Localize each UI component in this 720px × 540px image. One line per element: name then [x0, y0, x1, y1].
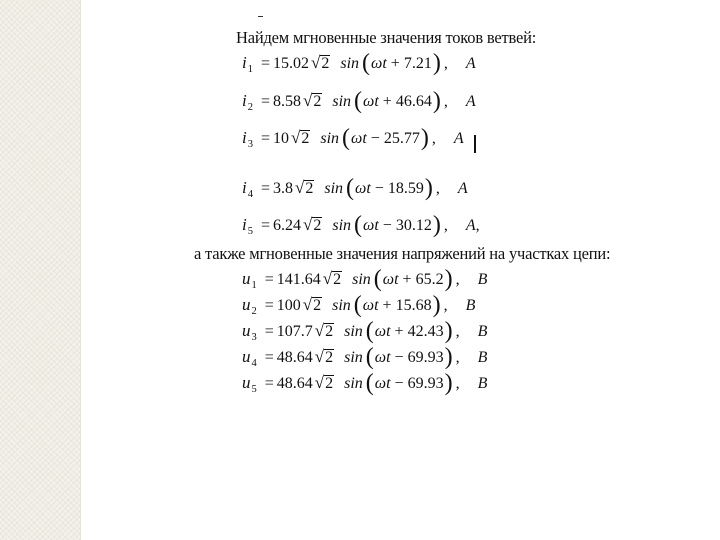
equals-sign: =: [264, 323, 274, 340]
sin-function: sin: [352, 271, 371, 288]
radicand: 2: [325, 375, 334, 392]
time-symbol: t: [366, 180, 371, 197]
phase: 15.68: [395, 297, 432, 314]
close-paren: ): [444, 370, 453, 396]
radicand: 2: [305, 180, 314, 197]
sqrt: [315, 373, 334, 393]
sqrt: [315, 347, 334, 367]
comma: ,: [431, 130, 436, 147]
decorative-side-pattern: [0, 0, 81, 540]
unit: B: [465, 297, 476, 314]
sqrt-radical-icon: √: [291, 128, 301, 147]
open-paren: (: [342, 125, 351, 151]
amplitude: 6.24: [273, 217, 302, 234]
comma: ,: [455, 271, 460, 288]
comma: ,: [455, 349, 460, 366]
sign: +: [394, 323, 404, 340]
unit: B: [477, 323, 488, 340]
phase: 7.21: [403, 55, 432, 72]
unit: B: [477, 271, 488, 288]
sign: −: [370, 130, 380, 147]
equals-sign: =: [260, 130, 271, 147]
equals-sign: =: [264, 349, 274, 366]
equals-sign: =: [260, 55, 271, 72]
omega-symbol: ω: [371, 55, 383, 72]
argument: [371, 55, 432, 73]
time-symbol: t: [374, 93, 379, 110]
subscript: 2: [251, 306, 257, 317]
var: u: [242, 347, 251, 366]
phase: 65.2: [415, 271, 444, 288]
phase: 46.64: [395, 93, 432, 110]
comma: ,: [443, 55, 448, 72]
sqrt: [295, 178, 314, 198]
sqrt-radical-icon: √: [295, 178, 305, 197]
close-paren: ): [444, 344, 453, 370]
time-symbol: t: [386, 323, 391, 340]
equation-u5: [242, 370, 488, 396]
argument: [375, 375, 444, 393]
var: i: [242, 91, 247, 110]
equals-sign: =: [264, 297, 274, 314]
equation-u4: [242, 344, 488, 370]
equation-u3: [242, 318, 488, 344]
sqrt-radical-icon: √: [322, 269, 333, 288]
amplitude: 3.8: [273, 180, 294, 197]
time-symbol: t: [386, 375, 391, 392]
sin-function: sin: [332, 93, 352, 110]
omega-symbol: ω: [374, 349, 387, 366]
sin-function: sin: [344, 323, 363, 340]
sqrt-radical-icon: √: [302, 295, 313, 314]
sqrt: [303, 91, 322, 111]
sign: −: [382, 217, 392, 234]
radicand: 2: [321, 55, 330, 72]
sign: −: [394, 349, 404, 366]
radicand: 2: [333, 271, 342, 288]
time-symbol: t: [362, 130, 367, 147]
sqrt-radical-icon: √: [314, 321, 325, 340]
sqrt: [311, 53, 330, 73]
phase: 30.12: [395, 217, 432, 234]
subscript: 4: [247, 189, 253, 200]
omega-symbol: ω: [351, 130, 363, 147]
var: i: [242, 178, 247, 197]
equals-sign: =: [264, 271, 274, 288]
radicand: 2: [313, 93, 322, 110]
equation-u1: [242, 266, 488, 292]
open-paren: (: [365, 370, 374, 396]
unit: A: [465, 55, 476, 72]
argument: [363, 297, 432, 315]
radicand: 2: [313, 217, 322, 234]
subscript: 5: [251, 384, 257, 395]
unit: A: [457, 180, 468, 197]
sin-function: sin: [332, 297, 351, 314]
phase: 42.43: [407, 323, 444, 340]
radicand: 2: [325, 323, 334, 340]
open-paren: (: [365, 318, 374, 344]
stray-dash-mark: [258, 16, 263, 17]
subscript: 1: [247, 64, 253, 75]
subscript: 1: [251, 280, 257, 291]
sin-function: sin: [320, 130, 340, 147]
argument: [363, 93, 432, 111]
phase: 25.77: [383, 130, 420, 147]
phase: 69.93: [407, 349, 444, 366]
unit: A: [465, 217, 476, 234]
equals-sign: =: [264, 375, 274, 392]
amplitude: 107.7: [276, 323, 313, 340]
sign: −: [374, 180, 384, 197]
sqrt: [303, 215, 322, 235]
var: i: [242, 128, 247, 147]
comma: ,: [443, 93, 448, 110]
sign: −: [394, 375, 404, 392]
close-paren: ): [432, 212, 441, 238]
var: u: [242, 269, 251, 288]
var: u: [242, 321, 251, 340]
comma: ,: [443, 297, 448, 314]
close-paren: ): [432, 292, 441, 318]
equals-sign: =: [260, 180, 271, 197]
equation-i1: [242, 50, 476, 76]
omega-symbol: ω: [363, 93, 375, 110]
amplitude: 141.64: [276, 271, 321, 288]
omega-symbol: ω: [382, 271, 395, 288]
equation-i5: [242, 212, 480, 238]
var: u: [242, 373, 251, 392]
equals-sign: =: [260, 93, 271, 110]
sqrt: [303, 295, 322, 315]
subscript: 4: [251, 358, 257, 369]
unit: A: [465, 93, 476, 110]
subscript: 3: [247, 139, 253, 150]
equation-i2: [242, 88, 476, 114]
equation-i4: [242, 175, 468, 201]
sin-function: sin: [344, 375, 363, 392]
argument: [351, 130, 420, 148]
sqrt-radical-icon: √: [314, 373, 325, 392]
unit: B: [477, 349, 488, 366]
time-symbol: t: [374, 297, 379, 314]
argument: [383, 271, 444, 289]
open-paren: (: [353, 292, 362, 318]
omega-symbol: ω: [374, 323, 387, 340]
sqrt-radical-icon: √: [314, 347, 325, 366]
var: i: [242, 53, 247, 72]
close-paren: ): [420, 125, 429, 151]
sign: +: [390, 55, 400, 72]
open-paren: (: [373, 266, 382, 292]
text-cursor: [474, 135, 476, 153]
radicand: 2: [313, 297, 322, 314]
sign: +: [402, 271, 412, 288]
sin-function: sin: [324, 180, 344, 197]
subscript: 5: [247, 226, 253, 237]
amplitude: 8.58: [273, 93, 302, 110]
argument: [363, 217, 432, 235]
sin-function: sin: [332, 217, 352, 234]
amplitude: 48.64: [276, 349, 313, 366]
close-paren: ): [432, 50, 441, 76]
comma: ,: [455, 323, 460, 340]
radicand: 2: [325, 349, 334, 366]
open-paren: (: [354, 88, 363, 114]
sin-function: sin: [344, 349, 363, 366]
open-paren: (: [346, 175, 355, 201]
sqrt-radical-icon: √: [303, 215, 313, 234]
sqrt-radical-icon: √: [311, 53, 321, 72]
close-paren: ): [444, 266, 453, 292]
sqrt: [291, 128, 310, 148]
equals-sign: =: [260, 217, 271, 234]
argument: [355, 180, 424, 198]
var: i: [242, 215, 247, 234]
sign: +: [382, 93, 392, 110]
var: u: [242, 295, 251, 314]
subscript: 3: [251, 332, 257, 343]
phase: 69.93: [407, 375, 444, 392]
close-paren: ): [424, 175, 433, 201]
amplitude: 100: [276, 297, 301, 314]
close-paren: ): [444, 318, 453, 344]
open-paren: (: [362, 50, 371, 76]
omega-symbol: ω: [362, 297, 375, 314]
equation-u2: [242, 292, 476, 318]
time-symbol: t: [374, 217, 379, 234]
omega-symbol: ω: [355, 180, 367, 197]
amplitude: 48.64: [276, 375, 313, 392]
unit: B: [477, 375, 488, 392]
sqrt: [323, 269, 342, 289]
sin-function: sin: [340, 55, 360, 72]
time-symbol: t: [386, 349, 391, 366]
close-paren: ): [432, 88, 441, 114]
equation-i3: [242, 125, 464, 151]
currents-heading: Найдем мгновенные значения токов ветвей:: [236, 28, 537, 47]
open-paren: (: [354, 212, 363, 238]
time-symbol: t: [394, 271, 399, 288]
comma: ,: [443, 217, 448, 234]
phase: 18.59: [387, 180, 424, 197]
radicand: 2: [301, 130, 310, 147]
subscript: 2: [247, 102, 253, 113]
voltages-heading: а также мгновенные значения напряжений на участках цепи:: [194, 244, 611, 263]
omega-symbol: ω: [374, 375, 387, 392]
argument: [375, 323, 444, 341]
argument: [375, 349, 444, 367]
sign: +: [382, 297, 392, 314]
sqrt-radical-icon: √: [303, 91, 313, 110]
sqrt: [315, 321, 334, 341]
amplitude: 10: [273, 130, 290, 147]
comma: ,: [455, 375, 460, 392]
unit: A: [453, 130, 464, 147]
tail: ,: [475, 217, 480, 234]
omega-symbol: ω: [363, 217, 375, 234]
comma: ,: [435, 180, 440, 197]
open-paren: (: [365, 344, 374, 370]
time-symbol: t: [382, 55, 387, 72]
amplitude: 15.02: [273, 55, 310, 72]
